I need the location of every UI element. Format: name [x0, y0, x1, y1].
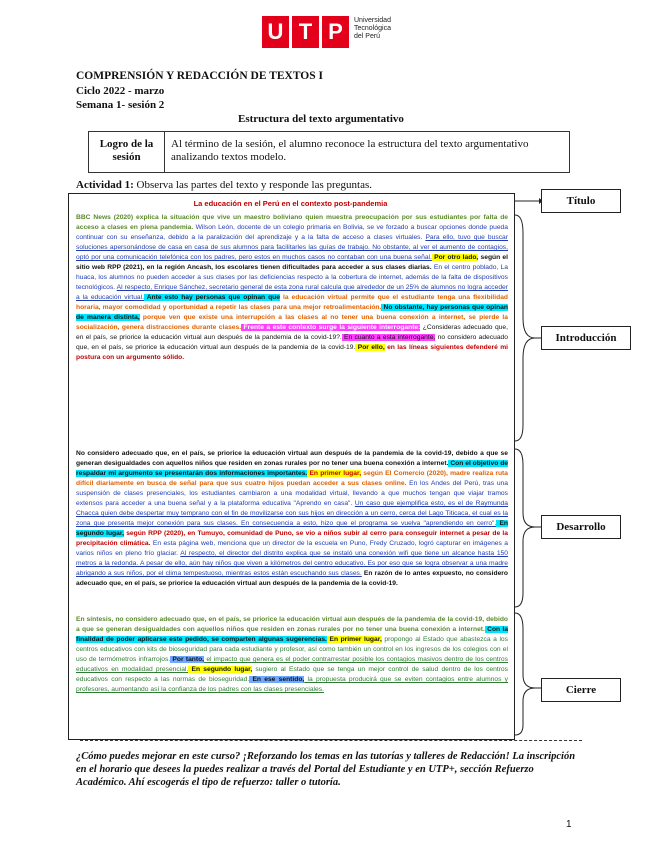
logro-label: Logro de la sesión: [89, 132, 165, 172]
label-cierre: Cierre: [541, 678, 621, 702]
topic-title: Estructura del texto argumentativo: [238, 113, 404, 125]
development-brace-icon: [515, 449, 535, 607]
intro-brace-icon: [515, 215, 535, 441]
closing-brace-icon: [515, 613, 535, 735]
week-label: Semana 1- sesión 2: [76, 99, 165, 111]
label-desarrollo: Desarrollo: [541, 515, 621, 539]
logo-letter-t: T: [292, 16, 319, 48]
activity-instruction: Actividad 1: Observa las partes del texto y responde las preguntas.: [76, 179, 373, 191]
course-title: COMPRENSIÓN Y REDACCIÓN DE TEXTOS I: [76, 70, 323, 82]
paragraph-development: No considero adecuado que, en el país, se priorice la educación virtual aun después de la pandemia de la covid-19, debido a que se generan desigualdades con aquellos niños que residen en zonas rurales por no tener una buena conexión a internet. Con el objetivo de respaldar mi argumento se presentarán dos informaciones importantes. En primer lugar, según El Comercio (2020), madre realiza ruta difícil diariamente en busca de señal para que sus cuatro hijos puedan acceder a sus clases online. En los Andes del Perú, tras una suspensión de clases presenciales, los estudiantes cambiaron a una modalidad virtual, llevando a que muchos tengan que viajar tramos extensos para acceder a una buena señal y a la plataforma educativa "Aprendo en casa". Un caso que ejemplifica esto, es el de Raymunda Chacca quien debe despertar muy temprano con el fin de movilizarse con sus hijos en dirección a un cerro, cerca del Lago Titicaca, el cual es la zona que presenta mejor conexión para sus clases. En consecuencia a esto, hizo que el programa se vuelva "aprendiendo en cerro". En segundo lugar, según RPP (2020), en Tumuyo, comunidad de Puno, se vio a niños subir al cerro para conseguir internet a pesar de la precipitación climática. En esta página web, menciona que un director de la escuela en Puno, Fredy Cruzado, logró capturar en imágenes a varios niños en pleno frío glaciar. Al respecto, el director del distrito explica que se instaló una conexión wifi que tiene un alcance hasta 150 metros a la redonda. A pesar de ello, aún hay niños que viven a kilómetros del centro educativo. Es por eso que se logra observar a una madre abrigando a sus niños, por el clima tempestuoso, mientras estos están escuchando sus clases. En razón de lo antes expuesto, no considero adecuado que, en el país, se priorice la educación virtual aun después de la pandemia de la covid-19.: [76, 450, 508, 587]
label-introduccion: Introducción: [541, 326, 631, 350]
utp-logo: [262, 16, 412, 56]
paragraph-introduction: BBC News (2020) explica la situación que vive un maestro boliviano quien muestra preocupación por sus estudiantes por falta de acceso a clases en plena pandemia. Wilson León, docente de un colegio primaria en Bolivia, se ve forzado a buscar opciones donde pueda continuar con su enseñanza, debido a la paralización del aprendizaje y a la falta de acceso a clases virtuales. Para ello, tuvo que buscar soluciones apersonándose de casa en casa de sus alumnos para facilitarles las guías de trabajo. No obstante, al ver el aumento de contagios, optó por una comunicación telefónica con los padres, pero estos en muchos casos no contaban con una buena señal. Por otro lado, según el sitio web RPP (2021), en la región Ancash, los escolares tienen dificultades para acceder a sus clases diarias. En el centro poblado, La huaca, los alumnos no pueden acceder a sus clases por las deficiencias respecto a la cobertura de internet, además de la falta de dispositivos tecnológicos. Al respecto, Enrique Sánchez, secretario general de esta zona rural calcula que alrededor de un 25% de alumnos no logra acceder a la educación virtual. Ante esto hay personas que opinan que la educación virtual permite que el estudiante tenga una flexibilidad horaria, mayor comodidad y oportunidad a repetir las clases para una mejor retroalimentación. No obstante, hay personas que opinan de manera distinta, porque ven que existe una interrupción a las clases al no tener una buena conexión a internet, se pierde la socialización, genera distracciones durante clases. Frente a este contexto surge la siguiente interrogante: ¿Consideras adecuado que, en el país, se priorice la educación virtual aun después de la pandemia de la covid-19?. En cuanto a esta interrogante, no considero adecuado que, en el país, se priorice la educación virtual aun después de la pandemia de la covid-19. Por ello, en las líneas siguientes defenderé mi postura con un argumento sólido.: [76, 214, 508, 361]
paragraph-conclusion: En síntesis, no considero adecuado que, en el país, se priorice la educación virtual aun después de la pandemia de la covid-19, debido a que se generan desigualdades con aquellos niños que residen en zonas rurales por no tener una buena conexión a internet. Con la finalidad de poder aplicarse este pedido, se comparten algunas sugerencias. En primer lugar, propongo al Estado que abastezca a los centros educativos con kits de bioseguridad para cada estudiante y profesor, así como también un control en los ingresos de los colegios con el uso de termómetros infrarrojos. Por tanto, el impacto que genera es el poder contrarrestar posible los contagios masivos dentro de los centros educativos en modalidad presencial. En segundo lugar, sugiero al Estado que se tenga un mejor control de salud dentro de los centros educativos con respecto a las normas de bioseguridad. En ese sentido, la propuesta producirá que se eviten contagios entre alumnos y profesores, aumentando así la confianza de los padres con las clases presenciales.: [76, 616, 508, 693]
footer-note: ¿Cómo puedes mejorar en este curso? ¡Reforzando los temas en las tutorías y talleres de Redacción! La inscripción en el horario que desees la puedes realizar a través del Portal del Estudiante y en UTP+, sección Refuerzo Académico. Ahí escogerás el tipo de refuerzo: taller o tutoría.: [76, 751, 576, 788]
logo-letter-u: U: [262, 16, 289, 48]
cycle-label: Ciclo 2022 - marzo: [76, 85, 165, 97]
label-titulo: Título: [541, 189, 621, 213]
logo-letter-p: P: [322, 16, 349, 48]
logro-text: Al término de la sesión, el alumno reconoce la estructura del texto argumentativo analizando textos modelo.: [171, 138, 529, 163]
text-title: La educación en el Perú en el contexto post-pandemia: [193, 199, 388, 208]
page-number: 1: [566, 819, 572, 830]
logo-university-name: Universidad Tecnológica del Perú: [354, 17, 391, 40]
footer-divider: [80, 740, 582, 741]
structure-braces: [513, 193, 553, 738]
logro-table: [88, 131, 570, 173]
